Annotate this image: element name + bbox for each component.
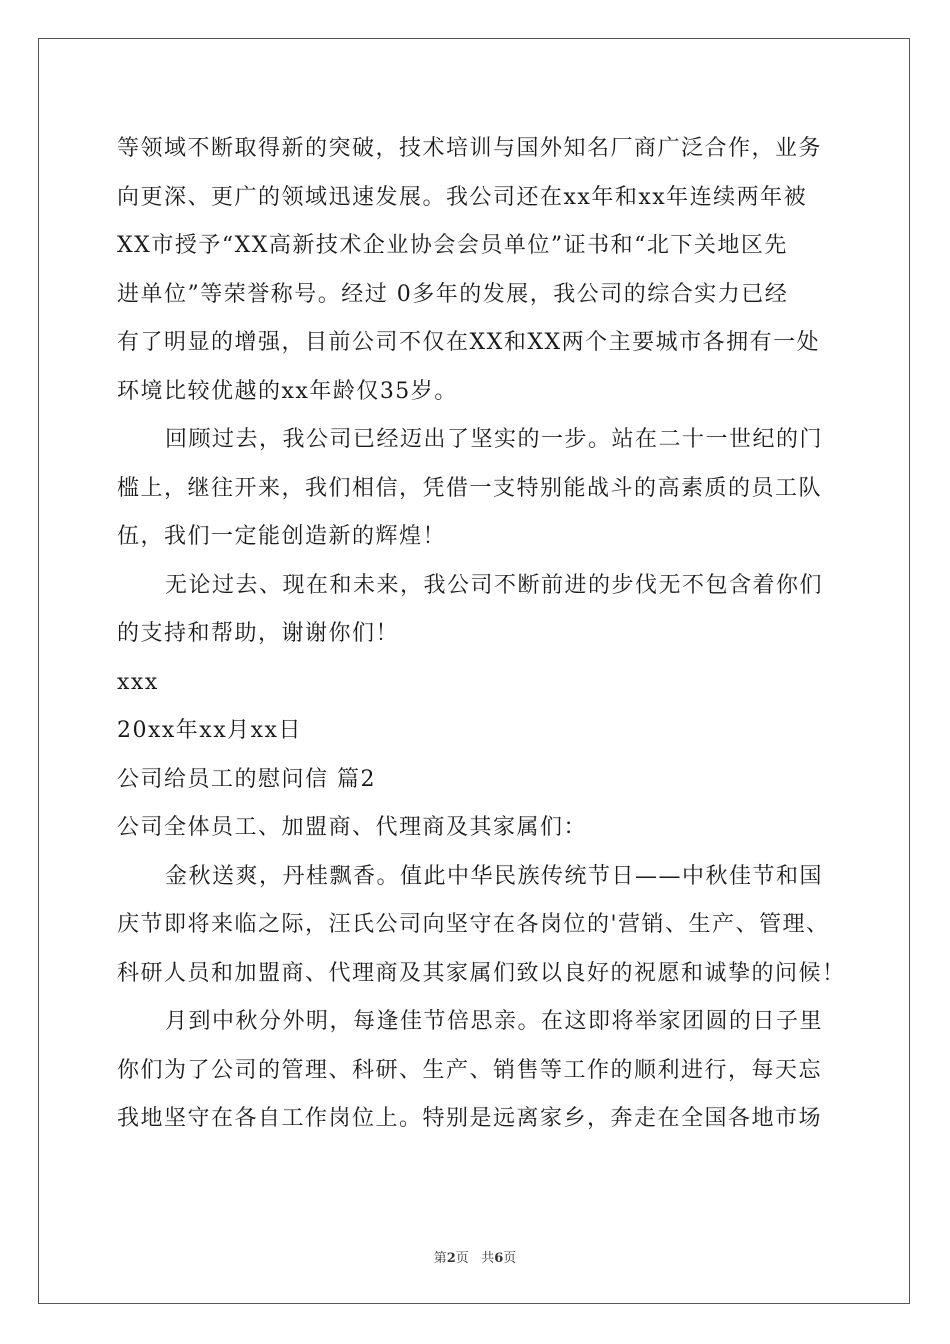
paragraph-start: 金秋送爽，丹桂飘香。值此中华民族传统节日——中秋佳节和国 — [165, 863, 824, 889]
total-suffix: 页 — [503, 1251, 517, 1266]
text-line: 伍，我们一定能创造新的辉煌！ — [117, 524, 447, 549]
salutation: 公司全体员工、加盟商、代理商及其家属们： — [117, 815, 588, 840]
total-pages: 6 — [494, 1251, 504, 1266]
text-line: XX市授予“XX高新技术企业协会会员单位”证书和“北下关地区先 — [117, 233, 788, 258]
text-line: 有了明显的增强，目前公司不仅在XX和XX两个主要城市各拥有一处 — [117, 330, 821, 355]
section-title: 公司给员工的慰问信 篇2 — [117, 766, 376, 792]
document-body — [117, 125, 846, 1144]
text-line: 等领域不断取得新的突破，技术培训与国外知名厂商广泛合作，业务 — [117, 136, 823, 161]
text-line: 你们为了公司的管理、科研、生产、销售等工作的顺利进行，每天忘 — [117, 1057, 823, 1083]
text-line: 我地坚守在各自工作岗位上。特别是远离家乡，奔走在全国各地市场 — [117, 1106, 823, 1131]
text-line: 进单位”等荣誉称号。经过 0多年的发展，我公司的综合实力已经 — [117, 281, 789, 307]
paragraph-start: 月到中秋分外明，每逢佳节倍思亲。在这即将举家团圆的日子里 — [165, 1009, 824, 1034]
paragraph-start: 无论过去、现在和未来，我公司不断前进的步伐无不包含着你们 — [165, 572, 824, 598]
text-line: 向更深、更广的领域迅速发展。我公司还在xx年和xx年连续两年被 — [117, 184, 808, 210]
page-prefix: 第 — [433, 1251, 447, 1266]
text-line: 环境比较优越的xx年龄仅35岁。 — [117, 378, 458, 404]
page-footer — [0, 1247, 950, 1266]
text-line: 槛上，继往开来，我们相信，凭借一支特别能战斗的高素质的员工队 — [117, 475, 823, 501]
total-prefix: 共 — [481, 1251, 495, 1266]
text-line: 庆节即将来临之际，汪氏公司向坚守在各岗位的'营销、生产、管理、 — [117, 912, 830, 937]
signature: xxx — [117, 669, 159, 695]
date-line: 20xx年xx月xx日 — [117, 718, 302, 743]
text-line: 科研人员和加盟商、代理商及其家属们致以良好的祝愿和诚挚的问候！ — [117, 960, 846, 986]
page-number: 2 — [446, 1251, 456, 1266]
page-suffix: 页 — [455, 1251, 469, 1266]
paragraph-start: 回顾过去，我公司已经迈出了坚实的一步。站在二十一世纪的门 — [165, 427, 824, 452]
text-line: 的支持和帮助，谢谢你们！ — [117, 621, 400, 646]
